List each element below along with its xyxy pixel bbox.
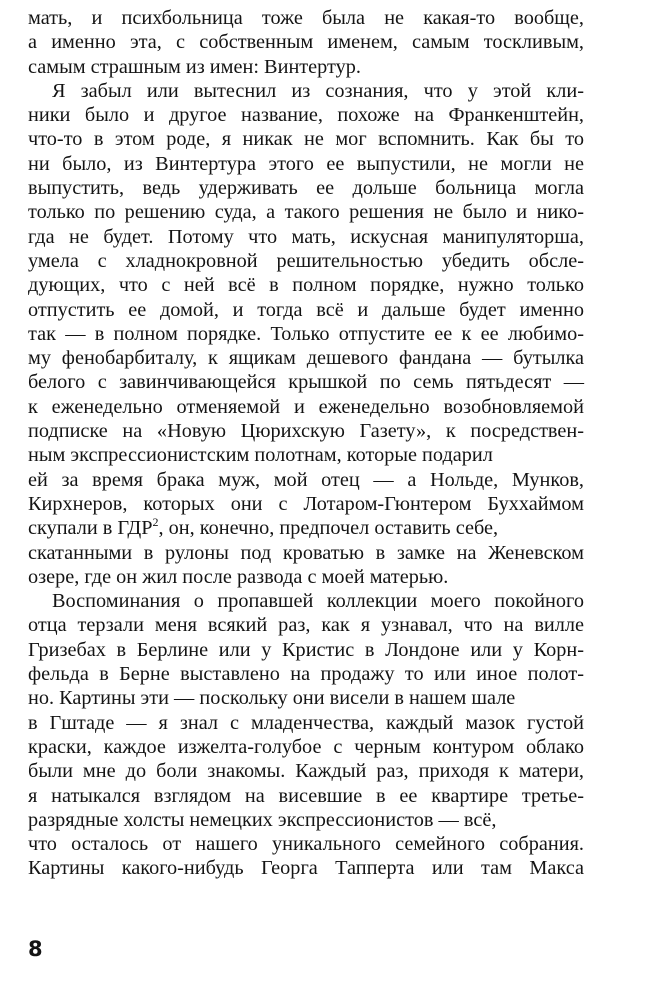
text-line: Гризебах в Берлине или у Кристис в Лондоне или у Корн- — [28, 638, 584, 661]
text-line: му фенобарбиталу, к ящикам дешевого фандана — бутылка — [28, 347, 584, 370]
text-line: отпустить ее домой, и тогда всё и дальше будет именно — [28, 298, 584, 321]
paragraph-start-line: Воспоминания о пропавшей коллекции моего покойного — [52, 590, 584, 613]
paragraph-start-line: Я забыл или вытеснил из сознания, что у этой кли- — [52, 79, 584, 102]
text-line: самым страшным из имен: Винтертур. — [28, 55, 361, 78]
text-line: ни было, из Винтертура этого ее выпустили, не могли не — [28, 152, 584, 175]
text-segment: скупали в ГДР — [28, 517, 153, 540]
body-text — [28, 6, 584, 881]
text-line: разрядные холсты немецких экспрессионистов — всё, — [28, 808, 497, 831]
text-line: ным экспрессионистским полотнам, которые подарил — [28, 444, 493, 467]
text-line: в Гштаде — я знал с младенчества, каждый мазок густой — [28, 711, 584, 734]
text-line: Кирхнеров, которых они с Лотаром-Гюнтером Буххаймом — [28, 492, 584, 515]
text-line: скатанными в рулоны под кроватью в замке на Женевском — [28, 541, 584, 564]
text-line-with-footnote — [28, 516, 584, 540]
text-line: что осталось от нашего уникального семейного собрания. — [28, 833, 584, 856]
text-line: гда не будет. Потому что мать, искусная манипуляторша, — [28, 225, 584, 248]
text-segment: , он, конечно, предпочел оставить себе, — [158, 517, 499, 540]
text-line: Картины какого-нибудь Георга Тапперта или там Макса — [28, 857, 584, 880]
text-line: отца терзали меня всякий раз, как я узнавал, что на вилле — [28, 614, 584, 637]
text-line: выпустить, ведь удерживать ее дольше больница могла — [28, 177, 584, 200]
text-line: так — в полном порядке. Только отпустите ее к ее любимо- — [28, 322, 584, 345]
text-line: фельда в Берне выставлено на продажу то или иное полот- — [28, 663, 584, 686]
text-line: дующих, что с ней всё в полном порядке, нужно только — [28, 274, 584, 297]
text-line: а именно эта, с собственным именем, самым тоскливым, — [28, 31, 584, 54]
text-line: ники было и другое название, похоже на Франкенштейн, — [28, 104, 584, 127]
text-line: подписке на «Новую Цюрихскую Газету», к посредствен- — [28, 420, 584, 443]
text-line: ей за время брака муж, мой отец — а Нольде, Мунков, — [28, 468, 584, 491]
text-line: умела с хладнокровной решительностью убедить обсле- — [28, 249, 584, 272]
text-line: краски, каждое изжелта-голубое с черным контуром облако — [28, 735, 584, 758]
text-line: белого с завинчивающейся крышкой по семь пятьдесят — — [28, 371, 584, 394]
text-line: озере, где он жил после развода с моей матерью. — [28, 565, 449, 588]
page-number: 8 — [28, 937, 43, 961]
text-line: к еженедельно отменяемой и еженедельно возобновляемой — [28, 395, 584, 418]
footnote-marker: 2 — [152, 515, 159, 530]
text-line: что-то в этом роде, я никак не мог вспомнить. Как бы то — [28, 128, 584, 151]
text-line: я натыкался взглядом на висевшие в ее квартире третье- — [28, 784, 584, 807]
text-line: но. Картины эти — поскольку они висели в нашем шале — [28, 687, 516, 710]
text-line: мать, и психбольница тоже была не какая-то вообще, — [28, 7, 584, 29]
text-line: только по решению суда, а такого решения не было и нико- — [28, 201, 584, 224]
text-line: были мне до боли знакомы. Каждый раз, приходя к матери, — [28, 760, 584, 783]
